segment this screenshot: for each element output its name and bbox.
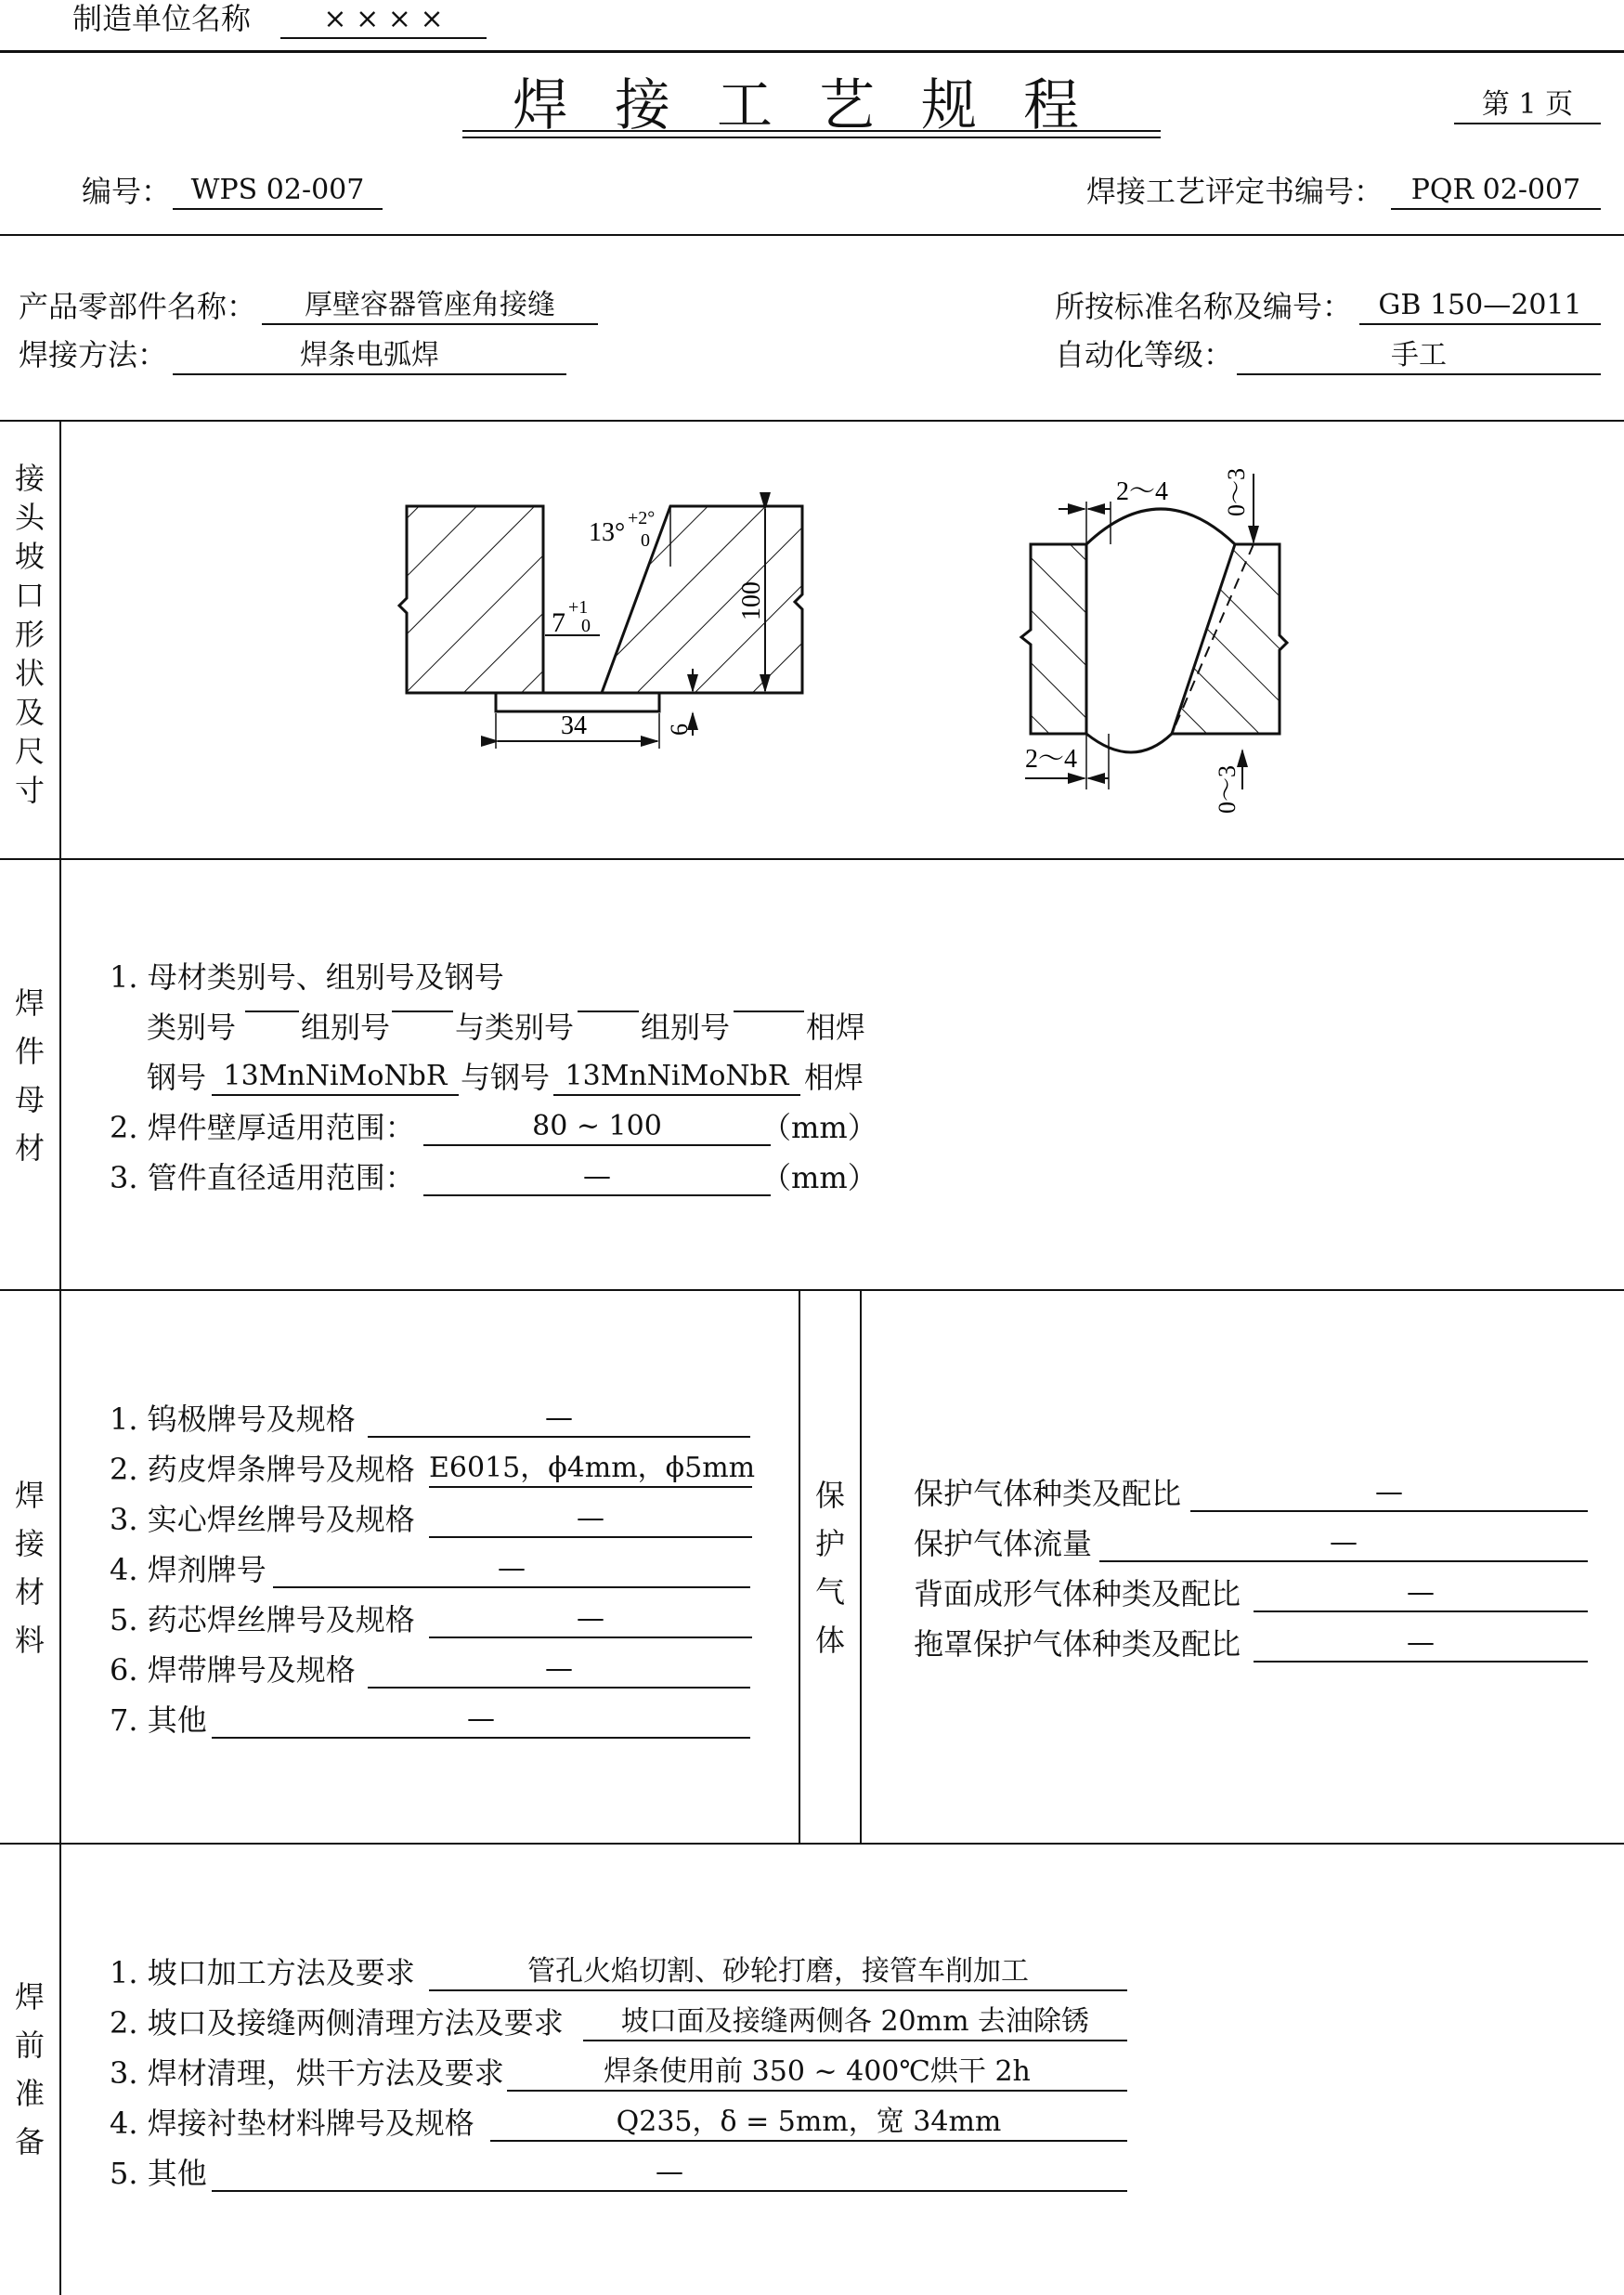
right-drawing — [1021, 474, 1287, 789]
grid-line-materials-top — [0, 1289, 1624, 1291]
material-item-value: — — [429, 1501, 752, 1538]
dim-gap: 7 — [552, 607, 565, 638]
steel-value-2: 13MnNiMoNbR — [553, 1059, 800, 1096]
base-item3-unit: （mm） — [761, 1160, 877, 1195]
cat-value-2 — [578, 1011, 639, 1012]
gas-label-char: 体 — [814, 1623, 845, 1658]
materials-label-char: 焊 — [14, 1478, 45, 1513]
material-item-label: 7. 其他 — [110, 1702, 207, 1738]
base-item3-value: — — [423, 1159, 771, 1196]
dim-thickness: 100 — [737, 581, 766, 620]
prep-item-value: Q235，δ = 5mm，宽 34mm — [490, 2105, 1127, 2142]
base-label-char: 母 — [14, 1082, 45, 1117]
prep-label-char: 备 — [14, 2124, 45, 2159]
steel-value: 13MnNiMoNbR — [212, 1059, 459, 1096]
part-label: 产品零部件名称： — [19, 289, 257, 324]
prep-item-label: 5. 其他 — [110, 2156, 207, 2191]
auto-label: 自动化等级： — [1055, 337, 1234, 372]
joint-label-char: 坡 — [14, 539, 45, 574]
prep-item-value: 焊条使用前 350 ~ 400℃烘干 2h — [507, 2054, 1127, 2092]
prep-item-label: 1. 坡口加工方法及要求 — [110, 1955, 415, 1990]
materials-section-label — [0, 1471, 59, 1664]
title-underline-2 — [462, 137, 1161, 138]
base-item2-value: 80 ~ 100 — [423, 1109, 771, 1146]
joint-label-char: 口 — [14, 578, 45, 613]
pqr-value: PQR 02-007 — [1391, 173, 1601, 210]
joint-label-char: 尺 — [14, 734, 45, 769]
gas-item-value: — — [1254, 1625, 1588, 1663]
prep-label-char: 前 — [14, 2028, 45, 2063]
dim-angle-tol-low: 0 — [641, 530, 650, 551]
cat-value — [245, 1011, 299, 1012]
dim-bottom-height: 0～3 — [1214, 764, 1241, 814]
right-plate — [602, 506, 802, 693]
dim-angle-tol-up: +2° — [628, 508, 656, 528]
joint-section-label — [0, 459, 59, 810]
base-item3: 3. 管件直径适用范围： — [110, 1160, 415, 1195]
gas-label-char: 保 — [814, 1478, 845, 1513]
material-item-value: — — [212, 1702, 750, 1739]
dim-backing-thk: 6 — [666, 724, 693, 736]
prep-item-value: 管孔火焰切割、砂轮打磨，接管车削加工 — [429, 1954, 1127, 1991]
prep-label-char: 准 — [14, 2076, 45, 2111]
gas-item-value: — — [1254, 1575, 1588, 1612]
standard-value: GB 150—2011 — [1359, 288, 1601, 325]
material-item-label: 2. 药皮焊条牌号及规格 — [110, 1452, 415, 1487]
group-label-2: 组别号 — [641, 1010, 731, 1045]
joint-drawing — [390, 455, 1319, 827]
gas-item-label: 保护气体流量 — [914, 1526, 1093, 1561]
page-title: 焊接工艺规程 — [513, 73, 1125, 138]
with-cat-label: 与类别号 — [455, 1010, 575, 1045]
prep-label-char: 焊 — [14, 1979, 45, 2015]
base-label-char: 焊 — [14, 985, 45, 1021]
dim-angle: 13° — [589, 518, 626, 547]
grid-gas-right-line — [860, 1289, 862, 1843]
material-item-label: 3. 实心焊丝牌号及规格 — [110, 1502, 415, 1537]
group-value — [392, 1011, 453, 1012]
joint-label-char: 头 — [14, 500, 45, 535]
joint-label-char: 寸 — [14, 773, 45, 808]
base-item1: 1. 母材类别号、组别号及钢号 — [110, 959, 504, 995]
code-label: 编号： — [82, 174, 172, 209]
gas-item-value: — — [1099, 1525, 1588, 1562]
method-label: 焊接方法： — [19, 337, 168, 372]
grid-line-prep-top — [0, 1843, 1624, 1845]
material-item-label: 1. 钨极牌号及规格 — [110, 1402, 356, 1437]
auto-value: 手工 — [1237, 338, 1601, 375]
gas-label-char: 气 — [814, 1574, 845, 1610]
gas-label-char: 护 — [814, 1526, 845, 1561]
weld-label: 相焊 — [806, 1010, 866, 1045]
joint-label-char: 及 — [14, 695, 45, 730]
base-label-char: 件 — [14, 1034, 45, 1069]
method-value: 焊条电弧焊 — [173, 338, 566, 375]
page-number: 第 1 页 — [1454, 87, 1601, 124]
with-steel-label: 与钢号 — [461, 1060, 551, 1095]
dim-gap-tol-up: +1 — [568, 597, 589, 618]
gas-item-value: — — [1190, 1475, 1588, 1512]
group-value-2 — [734, 1011, 804, 1012]
grid-label-column-line — [59, 420, 61, 2295]
prep-item-label: 2. 坡口及接缝两侧清理方法及要求 — [110, 2005, 564, 2041]
standard-label: 所按标准名称及编号： — [1055, 289, 1353, 324]
material-item-value: — — [368, 1651, 750, 1689]
pqr-label: 焊接工艺评定书编号： — [1086, 174, 1384, 209]
materials-label-char: 料 — [14, 1623, 45, 1658]
base-section-label — [0, 979, 59, 1172]
backing-strip — [496, 693, 659, 711]
maker-label: 制造单位名称 — [72, 1, 252, 36]
steel-label: 钢号 — [147, 1060, 207, 1095]
grid-line-base-top — [0, 858, 1624, 860]
header-bottom-rule — [0, 234, 1624, 236]
title-underline — [462, 130, 1161, 132]
dim-bottom-width: 2～4 — [1025, 745, 1078, 774]
dim-top-width: 2～4 — [1116, 477, 1169, 506]
dim-top-height: 0～3 — [1223, 467, 1250, 516]
joint-label-char: 状 — [14, 656, 45, 691]
prep-item-label: 4. 焊接衬垫材料牌号及规格 — [110, 2106, 474, 2141]
prep-item-value: 坡口面及接缝两侧各 20mm 去油除锈 — [583, 2004, 1127, 2041]
group-label: 组别号 — [301, 1010, 391, 1045]
base-label-char: 材 — [14, 1130, 45, 1166]
materials-label-char: 接 — [14, 1526, 45, 1561]
dim-gap-tol-low: 0 — [581, 616, 591, 636]
base-item2: 2. 焊件壁厚适用范围： — [110, 1110, 415, 1145]
gas-item-label: 拖罩保护气体种类及配比 — [914, 1626, 1241, 1662]
grid-line-joint-top — [0, 420, 1624, 422]
material-item-value: — — [273, 1551, 750, 1588]
prep-section-label — [0, 1973, 59, 2166]
header-top-rule — [0, 50, 1624, 53]
part-value: 厚壁容器管座角接缝 — [262, 288, 598, 325]
material-item-label: 4. 焊剂牌号 — [110, 1552, 266, 1587]
material-item-value: — — [368, 1401, 750, 1438]
material-item-label: 6. 焊带牌号及规格 — [110, 1652, 356, 1688]
base-item2-unit: （mm） — [761, 1110, 877, 1145]
joint-label-char: 形 — [14, 617, 45, 652]
material-item-value: — — [429, 1601, 752, 1638]
prep-item-value: — — [212, 2155, 1127, 2192]
code-value: WPS 02-007 — [173, 173, 383, 210]
material-item-value: E6015，ϕ4mm，ϕ5mm — [429, 1451, 752, 1488]
prep-item-label: 3. 焊材清理，烘干方法及要求 — [110, 2055, 504, 2091]
dim-backing-width: 34 — [561, 711, 587, 740]
left-plate — [399, 506, 543, 693]
gas-section-label — [800, 1471, 860, 1664]
joint-label-char: 接 — [14, 461, 45, 496]
material-item-label: 5. 药芯焊丝牌号及规格 — [110, 1602, 415, 1637]
cat-label: 类别号 — [147, 1010, 237, 1045]
gas-item-label: 背面成形气体种类及配比 — [914, 1576, 1241, 1611]
weld-label-2: 相焊 — [804, 1060, 864, 1095]
gas-item-label: 保护气体种类及配比 — [914, 1476, 1182, 1511]
materials-label-char: 材 — [14, 1574, 45, 1610]
maker-value: × × × × — [280, 2, 487, 39]
